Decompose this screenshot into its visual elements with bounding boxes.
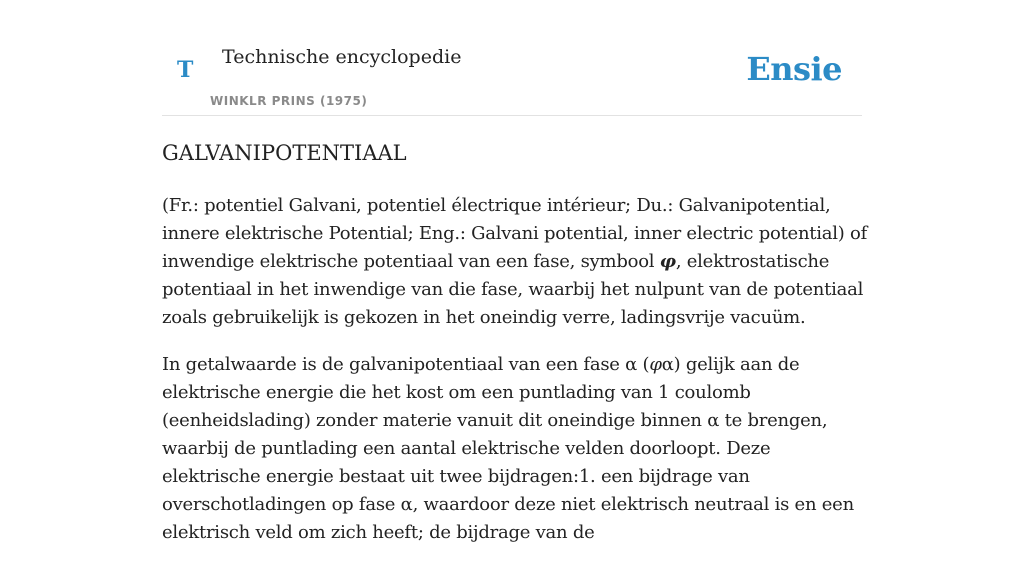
paragraph-text: (Fr.: potentiel Galvani, potentiel électrique intérieur; Du.: Galvanipotential, innere elektrische Potential; Eng.: Galvani potential, inner electric potential) of inwendige elektrische potentiaal van een fase, symbool <box>162 195 868 272</box>
site-header <box>162 40 862 116</box>
article-title: GALVANIPOTENTIAAL <box>162 141 407 165</box>
publication-subtitle: WINKLR PRINS (1975) <box>210 94 368 108</box>
paragraph-text: In getalwaarde is de galvanipotentiaal van een fase α ( <box>162 354 650 375</box>
publication-logo-icon[interactable]: T <box>177 57 194 83</box>
article-paragraph <box>162 351 867 547</box>
paragraph-text: , elektrostatische potentiaal in het inwendige van die fase, waarbij het nulpunt van de potentiaal zoals gebruikelijk is gekozen in het oneindig verre, ladingsvrije vacuüm. <box>162 251 864 328</box>
article-paragraph <box>162 192 867 332</box>
phi-symbol: φ <box>659 251 676 272</box>
ensie-logo-link[interactable]: Ensie <box>746 50 842 88</box>
paragraph-text: α) gelijk aan de elektrische energie die het kost om een puntlading van 1 coulomb (eenheidslading) zonder materie vanuit dit oneindige binnen α te brengen, waarbij de puntlading een aantal elektrische velden doorloopt. Deze elektrische energie bestaat uit twee bijdragen:1. een bijdrage van overschotladingen op fase α, waardoor deze niet elektrisch neutraal is en een elektrisch veld om zich heeft; de bijdrage van de <box>162 354 854 543</box>
phi-symbol: φ <box>649 354 662 375</box>
article-body <box>162 192 867 566</box>
publication-title[interactable]: Technische encyclopedie <box>222 46 462 68</box>
